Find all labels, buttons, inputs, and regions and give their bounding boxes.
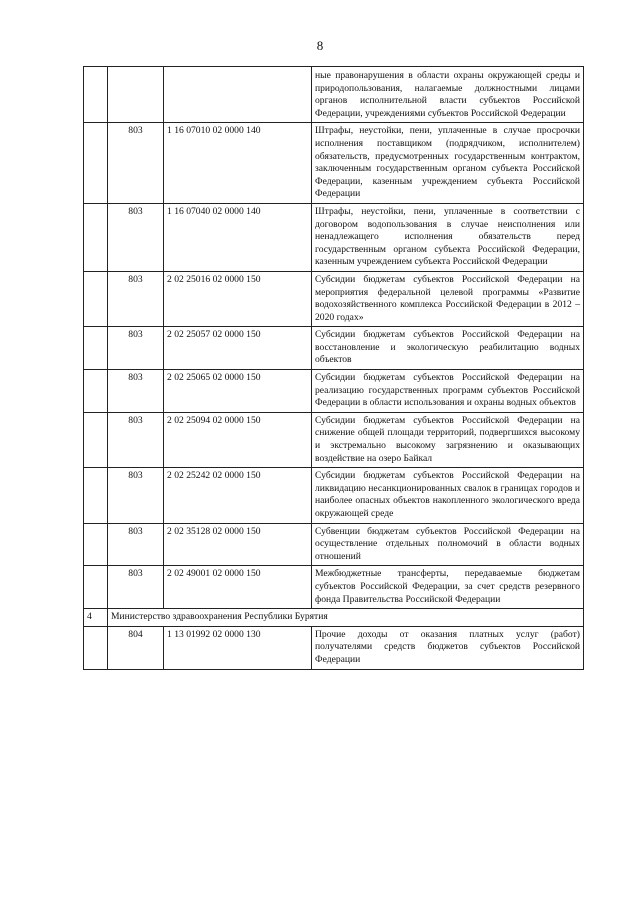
row-number-cell (84, 67, 108, 123)
budget-code-cell: 2 02 25242 02 0000 150 (164, 468, 312, 523)
table-row (84, 123, 584, 204)
table-row (84, 271, 584, 326)
budget-code-cell: 2 02 25057 02 0000 150 (164, 327, 312, 370)
table-row (84, 626, 584, 669)
admin-code-cell: 803 (108, 271, 164, 326)
table-row (84, 412, 584, 467)
row-number-cell (84, 626, 108, 669)
budget-code-cell: 1 16 07040 02 0000 140 (164, 203, 312, 271)
description-cell: Субсидии бюджетам субъектов Российской Федерации на восстановление и экологическую реабилитацию водных объектов (312, 327, 584, 370)
table-row (84, 203, 584, 271)
description-cell: Прочие доходы от оказания платных услуг (работ) получателями средств бюджетов субъектов Российской Федерации (312, 626, 584, 669)
row-number-cell (84, 566, 108, 609)
description-cell: Штрафы, неустойки, пени, уплаченные в соответствии с договором водопользования в случае неисполнения или ненадлежащего исполнения обязательств перед государственным органом субъекта Российской Федерации, казенным учреждением субъекта Российской Федерации (312, 203, 584, 271)
description-cell: Субсидии бюджетам субъектов Российской Федерации на реализацию государственных программ субъектов Российской Федерации в области использования и охраны водных объектов (312, 370, 584, 413)
description-cell: Субсидии бюджетам субъектов Российской Федерации на мероприятия федеральной целевой программы «Развитие водохозяйственного комплекса Российской Федерации в 2012 – 2020 годах» (312, 271, 584, 326)
admin-code-cell: 803 (108, 566, 164, 609)
row-number-cell (84, 271, 108, 326)
description-cell: Штрафы, неустойки, пени, уплаченные в случае просрочки исполнения поставщиком (подрядчиком, исполнителем) обязательств, предусмотренных государственным контрактом, заключенным государственным органом субъекта Российской Федерации, казенным учреждением субъекта Российской Федерации (312, 123, 584, 204)
admin-code-cell: 803 (108, 203, 164, 271)
row-number-cell (84, 327, 108, 370)
admin-code-cell (108, 67, 164, 123)
description-cell: Межбюджетные трансферты, передаваемые бюджетам субъектов Российской Федерации, за счет средств резервного фонда Правительства Российской Федерации (312, 566, 584, 609)
budget-code-cell: 2 02 25065 02 0000 150 (164, 370, 312, 413)
section-row (84, 609, 584, 627)
admin-code-cell: 803 (108, 123, 164, 204)
description-cell: Субсидии бюджетам субъектов Российской Федерации на снижение общей площади территорий, подвергшихся высокому и экстремально высокому загрязнению и оказывающих воздействие на озеро Байкал (312, 412, 584, 467)
description-cell: Субсидии бюджетам субъектов Российской Федерации на ликвидацию несанкционированных свалок в границах городов и наиболее опасных объектов накопленного экологического вреда окружающей среде (312, 468, 584, 523)
budget-code-cell (164, 67, 312, 123)
table-row (84, 468, 584, 523)
row-number-cell (84, 203, 108, 271)
section-title: Министерство здравоохранения Республики Бурятия (108, 609, 584, 627)
page-number: 8 (316, 38, 324, 53)
description-cell: Субвенции бюджетам субъектов Российской Федерации на осуществление отдельных полномочий в области водных отношений (312, 523, 584, 566)
description-cell: ные правонарушения в области охраны окружающей среды и природопользования, налагаемые должностными лицами органов исполнительной власти субъектов Российской Федерации, учреждениями субъектов Российской Федерации (312, 67, 584, 123)
admin-code-cell: 803 (108, 412, 164, 467)
table-row (84, 327, 584, 370)
admin-code-cell: 803 (108, 327, 164, 370)
admin-code-cell: 804 (108, 626, 164, 669)
section-number: 4 (84, 609, 108, 627)
admin-code-cell: 803 (108, 468, 164, 523)
table-row (84, 566, 584, 609)
table-row (84, 67, 584, 123)
budget-code-cell: 2 02 25094 02 0000 150 (164, 412, 312, 467)
table-row (84, 523, 584, 566)
row-number-cell (84, 123, 108, 204)
table-row (84, 370, 584, 413)
row-number-cell (84, 468, 108, 523)
budget-code-cell: 2 02 25016 02 0000 150 (164, 271, 312, 326)
budget-code-cell: 2 02 35128 02 0000 150 (164, 523, 312, 566)
budget-code-cell: 1 13 01992 02 0000 130 (164, 626, 312, 669)
row-number-cell (84, 370, 108, 413)
revenue-codes-table (83, 66, 584, 670)
row-number-cell (84, 412, 108, 467)
row-number-cell (84, 523, 108, 566)
budget-code-cell: 1 16 07010 02 0000 140 (164, 123, 312, 204)
admin-code-cell: 803 (108, 370, 164, 413)
admin-code-cell: 803 (108, 523, 164, 566)
budget-code-cell: 2 02 49001 02 0000 150 (164, 566, 312, 609)
